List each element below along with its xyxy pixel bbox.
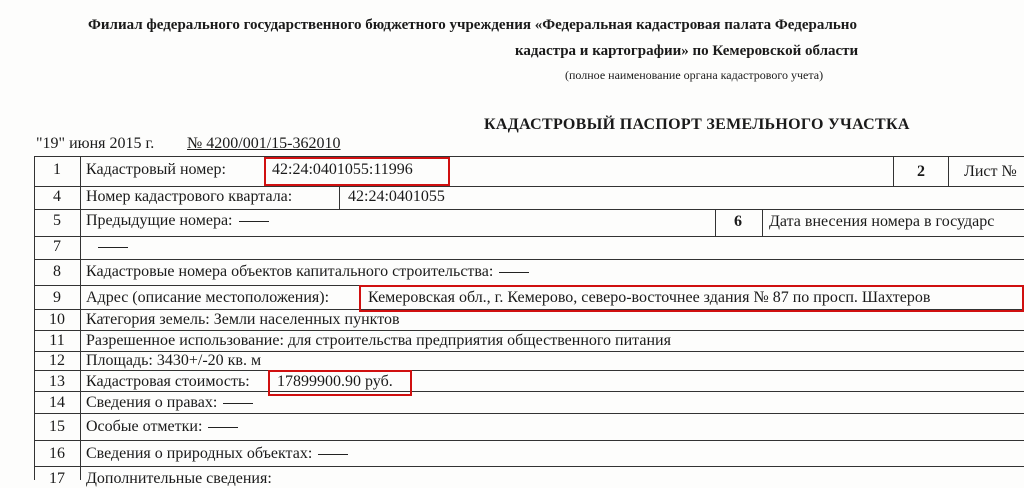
address-label: Адрес (описание местоположения): xyxy=(86,289,330,306)
row-5-num: 5 xyxy=(53,212,61,229)
cadastral-number-label: Кадастровый номер: xyxy=(86,161,226,178)
row-9-num: 9 xyxy=(53,289,61,306)
empty-dash xyxy=(208,427,238,428)
cadastral-number-value: 42:24:0401055:11996 xyxy=(272,161,413,178)
row-11-num: 11 xyxy=(49,332,65,349)
row-16-num: 16 xyxy=(49,445,65,462)
row-8-num: 8 xyxy=(53,263,61,280)
rights-label: Сведения о правах: xyxy=(86,394,253,412)
org-name-line2: кадастра и картографии» по Кемеровской области xyxy=(515,43,859,59)
empty-dash xyxy=(499,272,529,273)
address-value: Кемеровская обл., г. Кемерово, северо-восточнее здания № 87 по просп. Шахтеров xyxy=(368,289,931,306)
cadastral-value-label: Кадастровая стоимость: xyxy=(86,373,250,390)
number-entry-date-label: Дата внесения номера в государс xyxy=(769,213,995,230)
row-2-num: 2 xyxy=(917,163,925,180)
empty-dash xyxy=(239,221,269,222)
empty-dash xyxy=(223,403,253,404)
row-15-num: 15 xyxy=(49,418,65,435)
quarter-number-value: 42:24:0401055 xyxy=(348,188,445,205)
row-4-num: 4 xyxy=(53,188,61,205)
row-14-num: 14 xyxy=(49,394,65,411)
cadastral-number-highlight xyxy=(264,157,450,186)
row-7-content xyxy=(92,238,128,256)
row-12-num: 12 xyxy=(49,352,65,369)
empty-dash xyxy=(98,247,128,248)
row-6-num: 6 xyxy=(734,213,742,230)
document-date: "19" июня 2015 г. xyxy=(36,135,155,152)
additional-info-label: Дополнительные сведения: xyxy=(86,470,272,487)
previous-numbers-label: Предыдущие номера: xyxy=(86,212,269,230)
area: Площадь: 3430+/-20 кв. м xyxy=(86,352,262,369)
org-caption: (полное наименование органа кадастрового учета) xyxy=(565,68,824,82)
cadastral-value-highlight xyxy=(268,370,412,396)
document-number: № 4200/001/15-362010 xyxy=(187,135,341,152)
address-highlight xyxy=(359,285,1024,312)
row-13-num: 13 xyxy=(49,373,65,390)
row-17-num: 17 xyxy=(49,470,65,487)
land-category: Категория земель: Земли населенных пунктов xyxy=(86,311,400,328)
permitted-use: Разрешенное использование: для строительства предприятия общественного питания xyxy=(86,332,671,349)
capital-objects-label: Кадастровые номера объектов капитального строительства: xyxy=(86,263,529,281)
row-1-num: 1 xyxy=(53,161,61,178)
cadastral-value-amount: 17899900.90 руб. xyxy=(277,373,393,390)
sheet-number-label: Лист № xyxy=(964,163,1017,180)
org-name-line1: Филиал федерального государственного бюджетного учреждения «Федеральная кадастровая палата Федерально xyxy=(88,17,857,33)
row-10-num: 10 xyxy=(49,311,65,328)
special-marks-label: Особые отметки: xyxy=(86,418,238,436)
document-title: КАДАСТРОВЫЙ ПАСПОРТ ЗЕМЕЛЬНОГО УЧАСТКА xyxy=(484,116,910,133)
row-7-num: 7 xyxy=(53,238,61,255)
quarter-number-label: Номер кадастрового квартала: xyxy=(86,188,293,205)
empty-dash xyxy=(318,454,348,455)
natural-objects-label: Сведения о природных объектах: xyxy=(86,445,348,463)
